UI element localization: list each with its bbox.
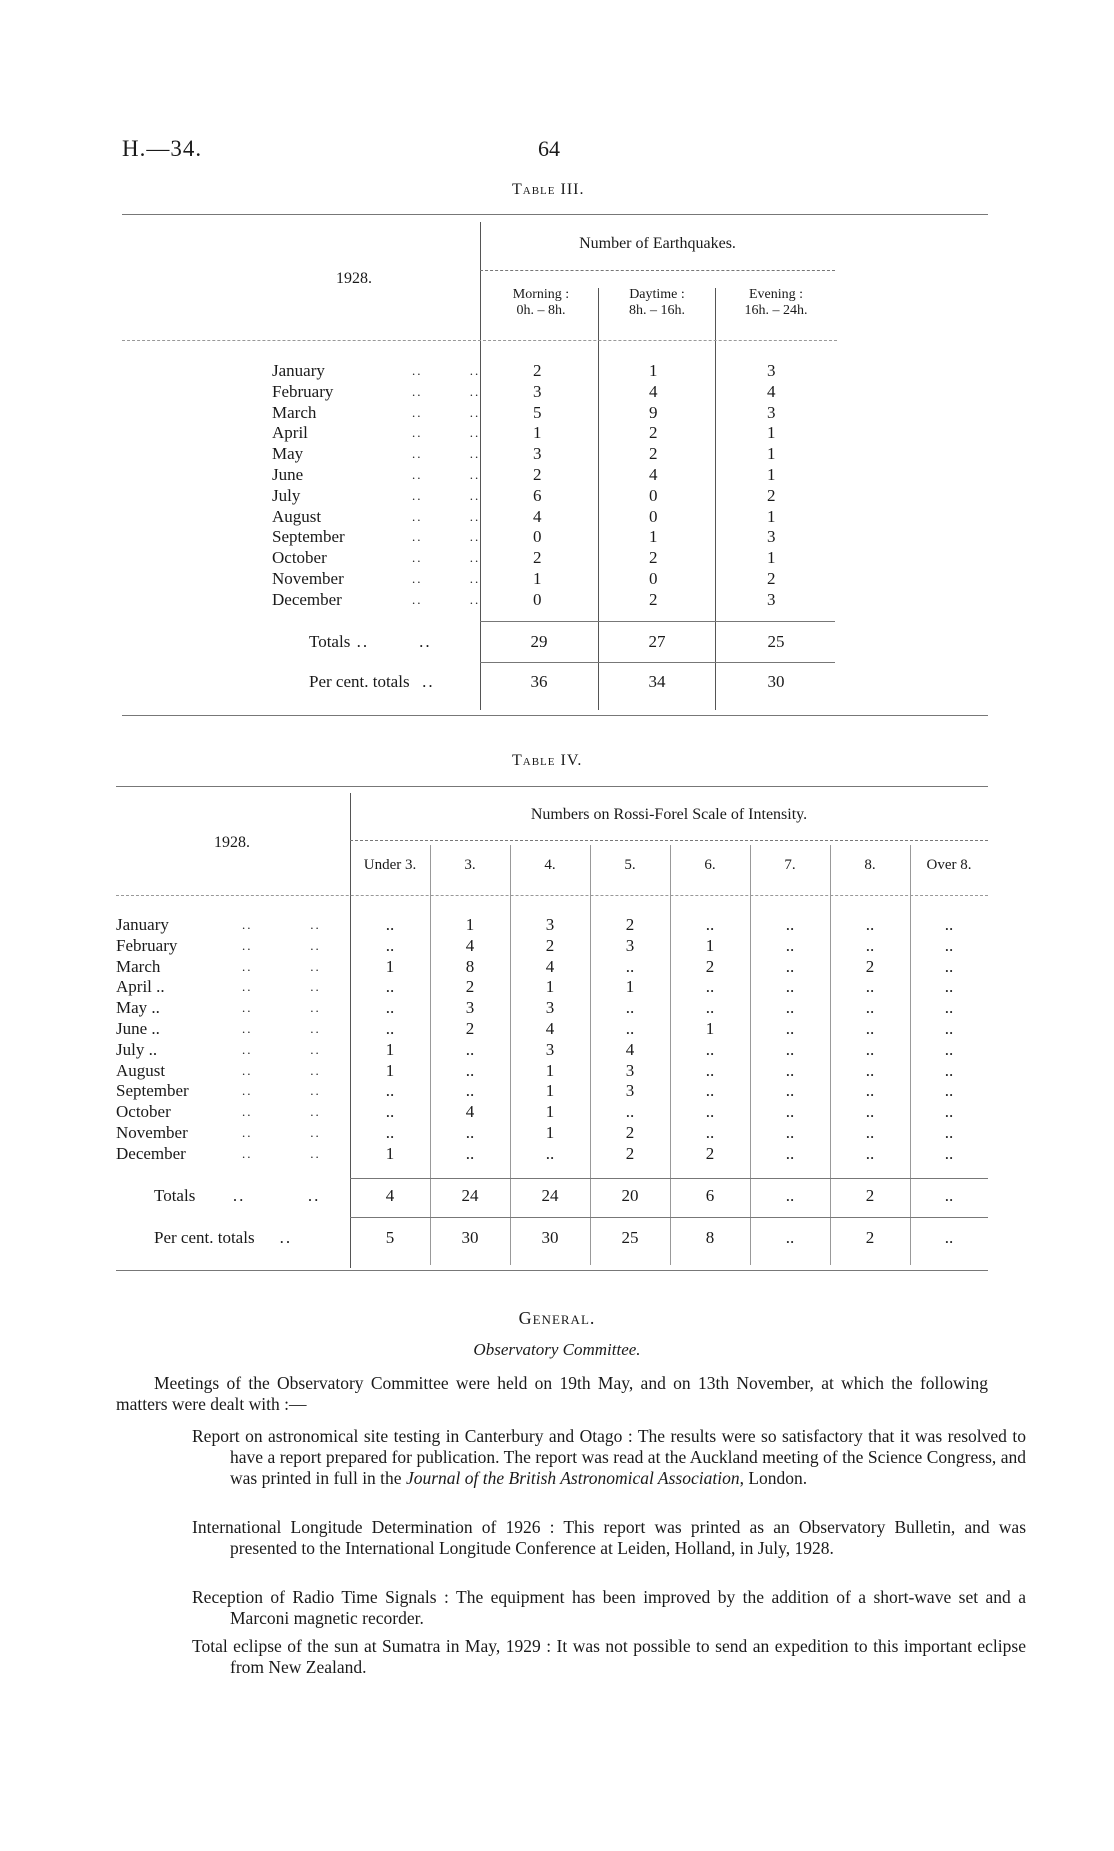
- table3-header-rule: [122, 340, 837, 341]
- table4-cell: ..: [465, 1122, 475, 1142]
- table4-cell: 1: [545, 1060, 555, 1080]
- table3-cell: 5: [533, 402, 542, 422]
- table4-month: October: [116, 1102, 171, 1122]
- table4-cell: ..: [785, 935, 795, 955]
- table4-cell: 1: [385, 1060, 395, 1080]
- report-code: H.—34.: [122, 136, 203, 161]
- table4-cell: 1: [545, 1081, 555, 1101]
- table3-cell: 0: [533, 527, 542, 547]
- table3-col-evening-hours: 16h. – 24h.: [744, 303, 808, 318]
- table4-cell: ..: [944, 1102, 954, 1122]
- table3-totals-rule: [480, 621, 835, 622]
- table3-cell: 3: [533, 444, 542, 464]
- table3-leader-dots: .. ..: [412, 487, 481, 503]
- table4-row: [116, 915, 988, 936]
- table4-cell: ..: [785, 998, 795, 1018]
- table4-leader-dots: .. ..: [242, 1104, 321, 1120]
- table3-row: [272, 548, 830, 569]
- table3-leader-dots: .. ..: [412, 508, 481, 524]
- table4-cell: 2: [465, 1018, 475, 1038]
- table4-cell: ..: [865, 1122, 875, 1142]
- table3-cell: 3: [767, 402, 776, 422]
- table4-cell: ..: [625, 998, 635, 1018]
- table3-cell: 2: [649, 589, 658, 609]
- table3-col-morning: [484, 287, 598, 319]
- table3-row: [272, 361, 830, 382]
- table4-cell: ..: [865, 1102, 875, 1122]
- table4-month: November: [116, 1122, 188, 1142]
- table3-leader-dots: .. ..: [412, 425, 481, 441]
- table4-month: April ..: [116, 977, 165, 997]
- table4-percent-cell: 2: [865, 1228, 875, 1247]
- table3-row: [272, 423, 830, 444]
- table4-leader-dots: .. ..: [242, 1083, 321, 1099]
- table4-cell: ..: [385, 977, 395, 997]
- table4-month: May ..: [116, 998, 160, 1018]
- table4-cell: 4: [625, 1039, 635, 1059]
- table4-cell: ..: [785, 1081, 795, 1101]
- table4-cell: ..: [705, 1060, 715, 1080]
- table4-percent-cell: 25: [621, 1228, 639, 1247]
- table3-leader-dots: .. ..: [412, 550, 481, 566]
- table4-cell: 1: [385, 1039, 395, 1059]
- table3-col-daytime-hours: 8h. – 16h.: [629, 303, 685, 318]
- table4-cell: ..: [865, 1081, 875, 1101]
- table4-row: [116, 977, 988, 998]
- table4-cell: 3: [545, 998, 555, 1018]
- table3-cell: 4: [649, 464, 658, 484]
- table3-leader-dots: .. ..: [412, 404, 481, 420]
- table4-totals-cell: 2: [865, 1186, 875, 1205]
- table4-totals-cell: 24: [541, 1186, 559, 1205]
- table4-cell: 4: [465, 935, 475, 955]
- table3-row: [272, 569, 830, 590]
- table4-cell: ..: [944, 1081, 954, 1101]
- table4-col-header: 5.: [624, 857, 636, 873]
- table3-col-morning-hours: 0h. – 8h.: [516, 303, 566, 318]
- table4-col-header: Over 8.: [926, 857, 972, 873]
- table3-month: March: [272, 402, 317, 422]
- table3-total-daytime: 27: [648, 632, 666, 651]
- table4-cell: ..: [785, 1039, 795, 1059]
- table3-cell: 2: [649, 444, 658, 464]
- table4-row: [116, 1081, 988, 1102]
- table4-row: [116, 1019, 988, 1040]
- table3-cell: 0: [649, 485, 658, 505]
- table4-cell: 3: [625, 1081, 635, 1101]
- table4-cell: ..: [385, 1018, 395, 1038]
- table3-cell: 1: [533, 423, 542, 443]
- table4-cell: 1: [465, 915, 475, 934]
- table3-month: April: [272, 423, 308, 443]
- table3-cell: 9: [649, 402, 658, 422]
- table3-row: [272, 403, 830, 424]
- table4-cell: ..: [785, 915, 795, 934]
- table4-col-header: 8.: [864, 857, 876, 873]
- table4-year-label: 1928.: [214, 834, 250, 851]
- general-section-title: General.: [518, 1308, 596, 1328]
- table4-month: December: [116, 1143, 186, 1163]
- table4-leader-dots: .. ..: [242, 1124, 321, 1140]
- table4-cell: ..: [944, 956, 954, 976]
- item-eclipse: Total eclipse of the sun at Sumatra in May, 1929 : It was not possible to send an expedition to this important eclipse from New Zealand.: [192, 1636, 1026, 1677]
- table3-cell: 0: [533, 589, 542, 609]
- table3-leader-dots: .. ..: [412, 466, 481, 482]
- table3-month: August: [272, 506, 322, 526]
- table4-leader-dots: .. ..: [242, 1041, 321, 1057]
- table4-cell: ..: [785, 1122, 795, 1142]
- table4-cell: 2: [625, 915, 635, 934]
- table3-month: September: [272, 527, 345, 547]
- table3-month: February: [272, 381, 334, 401]
- table4-totals-rule: [350, 1178, 988, 1179]
- table4-cell: ..: [865, 915, 875, 934]
- table4-cell: ..: [625, 1018, 635, 1038]
- table4-cell: 1: [385, 956, 395, 976]
- table4-cell: ..: [705, 1039, 715, 1059]
- table4-leader-dots: .. ..: [242, 1145, 321, 1161]
- table4-row: [116, 998, 988, 1019]
- table4-group-header: Numbers on Rossi-Forel Scale of Intensity.: [530, 806, 808, 823]
- table3-month: July: [272, 485, 301, 505]
- table4-cell: 2: [865, 956, 875, 976]
- table4-cell: ..: [385, 998, 395, 1018]
- table3-cell: 2: [649, 548, 658, 568]
- table4-row: [116, 1102, 988, 1123]
- table4-month: June ..: [116, 1018, 160, 1038]
- table3-row: [272, 465, 830, 486]
- item-site-testing-tail: , London.: [739, 1468, 808, 1488]
- table3-col-evening-label: Evening :: [748, 287, 804, 302]
- table4-cell: ..: [865, 1060, 875, 1080]
- table4-month: July ..: [116, 1039, 158, 1059]
- table4-percent-cell: ..: [944, 1228, 954, 1247]
- table4-cell: ..: [705, 915, 715, 934]
- table3-total-morning: 29: [530, 632, 548, 651]
- table4-row: [116, 1040, 988, 1061]
- table4-cell: ..: [944, 977, 954, 997]
- table4-cell: 3: [625, 1060, 635, 1080]
- table4-totals-cell: 24: [461, 1186, 479, 1205]
- table4-cell: ..: [944, 1018, 954, 1038]
- table4-cell: ..: [865, 998, 875, 1018]
- table3-month: May: [272, 444, 304, 464]
- table4-cell: ..: [865, 1143, 875, 1163]
- table3-cell: 1: [767, 444, 776, 464]
- table4-cell: ..: [785, 956, 795, 976]
- table4-percent-label: Per cent. totals: [154, 1228, 255, 1247]
- table4-col-header: 4.: [544, 857, 556, 873]
- table3-cell: 2: [767, 485, 776, 505]
- table4-cell: ..: [944, 998, 954, 1018]
- table3-leader-dots: .. ..: [412, 446, 481, 462]
- table3-leader-dots: .. ..: [412, 591, 481, 607]
- table3-cell: 2: [533, 464, 542, 484]
- table3-top-rule: [122, 214, 988, 215]
- table3-row: [272, 590, 830, 611]
- table4-cell: 1: [545, 1122, 555, 1142]
- table3-totals-label: Totals: [309, 632, 351, 651]
- table3-cell: 2: [533, 548, 542, 568]
- table3-cell: 6: [533, 485, 542, 505]
- table4-percent-rule: [350, 1217, 988, 1218]
- table3-caption: Table III.: [512, 181, 585, 198]
- table4-cell: ..: [385, 1081, 395, 1101]
- table4-cell: 4: [465, 1102, 475, 1122]
- table3-totals-row: Totals .. ..: [309, 632, 432, 651]
- item-site-testing-text: Report on astronomical site testing in Canterbury and Otago : The results were so satisfactory that it was resolved to have a report prepared for publication. The report was read at the Auckland meeting of the Science Congress, and was printed in full in the: [192, 1426, 1026, 1488]
- table3-month: January: [272, 361, 325, 380]
- table3-year-label: 1928.: [336, 270, 372, 287]
- table4-percent-cell: 8: [705, 1228, 715, 1247]
- table4-cell: 3: [545, 915, 555, 934]
- table4-cell: ..: [625, 1102, 635, 1122]
- item-site-testing-journal: Journal of the British Astronomical Association: [405, 1468, 740, 1488]
- table4-totals-label: Totals: [154, 1186, 196, 1205]
- table4-group-rule: [350, 840, 988, 841]
- table4-cell: ..: [785, 977, 795, 997]
- table4-totals-cell: 4: [385, 1186, 395, 1205]
- general-section-subtitle: Observatory Committee.: [473, 1340, 641, 1359]
- table3-leader-dots: .. ..: [412, 570, 481, 586]
- table4-leader-dots: .. ..: [242, 917, 321, 932]
- table4-col-header: Under 3.: [363, 857, 417, 873]
- table4-cell: ..: [865, 1018, 875, 1038]
- table3-cell: 3: [767, 361, 776, 380]
- table4-percent-row: Per cent. totals ..: [154, 1228, 293, 1247]
- table4-totals-row: Totals .. ..: [154, 1186, 321, 1205]
- table4-month: September: [116, 1081, 189, 1101]
- table3-percent-daytime: 34: [648, 672, 666, 691]
- table3-row: [272, 486, 830, 507]
- item-radio-signals: Reception of Radio Time Signals : The equipment has been improved by the addition of a short-wave set and a Marconi magnetic recorder.: [192, 1587, 1026, 1628]
- table4-cell: ..: [465, 1039, 475, 1059]
- table4-cell: 2: [625, 1122, 635, 1142]
- table4-cell: 3: [465, 998, 475, 1018]
- table3-cell: 3: [767, 527, 776, 547]
- table3-row: [272, 444, 830, 465]
- table4-cell: ..: [785, 1102, 795, 1122]
- table3-cell: 3: [533, 381, 542, 401]
- table3-row: [272, 382, 830, 403]
- table4-totals-cell: ..: [944, 1186, 954, 1205]
- table4-cell: ..: [385, 935, 395, 955]
- table4-cell: ..: [385, 1102, 395, 1122]
- table4-percent-cell: ..: [785, 1228, 795, 1247]
- table3-cell: 1: [767, 548, 776, 568]
- table3-total-evening: 25: [767, 632, 785, 651]
- table4-cell: ..: [944, 1122, 954, 1142]
- table3-month: November: [272, 568, 344, 588]
- table4-cell: ..: [625, 956, 635, 976]
- table4-cell: ..: [865, 1039, 875, 1059]
- table4-cell: 8: [465, 956, 475, 976]
- table4-top-rule: [116, 786, 988, 787]
- table3-row: [272, 527, 830, 548]
- table4-header-rule: [116, 895, 988, 896]
- table4-row: [116, 1144, 988, 1165]
- table3-cell: 0: [649, 506, 658, 526]
- table4-body: [116, 915, 988, 1165]
- table3-col-morning-label: Morning :: [512, 287, 570, 302]
- table4-cell: ..: [785, 1018, 795, 1038]
- table4-percent-cell: 30: [541, 1228, 559, 1247]
- table4-cell: ..: [465, 1081, 475, 1101]
- table3-cell: 4: [649, 381, 658, 401]
- table3-col-evening: [717, 287, 835, 319]
- table4-cell: ..: [705, 977, 715, 997]
- table4-cell: 2: [705, 956, 715, 976]
- table3-cell: 4: [533, 506, 542, 526]
- table4-cell: ..: [944, 1060, 954, 1080]
- general-intro-paragraph: Meetings of the Observatory Committee were held on 19th May, and on 13th November, at which the following matters were dealt with :—: [116, 1373, 988, 1414]
- table4-cell: 1: [385, 1143, 395, 1163]
- table4-row: [116, 957, 988, 978]
- table3-month: October: [272, 548, 327, 568]
- table3-cell: 1: [767, 423, 776, 443]
- table4-cell: ..: [785, 1060, 795, 1080]
- table4-row: [116, 1061, 988, 1082]
- table4-row: [116, 1123, 988, 1144]
- table4-leader-dots: .. ..: [242, 937, 321, 953]
- table4-cell: ..: [545, 1143, 555, 1163]
- table3-bottom-rule: [122, 715, 988, 716]
- table4-cell: ..: [465, 1143, 475, 1163]
- table4-totals-cell: 20: [621, 1186, 639, 1205]
- table4-month: March: [116, 956, 161, 976]
- table3-col-daytime-label: Daytime :: [629, 287, 685, 302]
- table4-cell: 2: [465, 977, 475, 997]
- table3-percent-evening: 30: [767, 672, 785, 691]
- table3-leader-dots: .. ..: [412, 383, 481, 399]
- table3-cell: 1: [649, 361, 658, 380]
- table4-col-header: 7.: [784, 857, 796, 873]
- table3-percent-row: Per cent. totals ..: [309, 672, 435, 691]
- table4-cell: 2: [625, 1143, 635, 1163]
- table4-cell: 2: [545, 935, 555, 955]
- table3-body: [272, 361, 830, 611]
- item-site-testing: [192, 1426, 1026, 1489]
- table4-cell: ..: [465, 1060, 475, 1080]
- table4-cell: 3: [545, 1039, 555, 1059]
- table4-percent-cell: 30: [461, 1228, 479, 1247]
- table4-cell: ..: [385, 1122, 395, 1142]
- table3-row: [272, 507, 830, 528]
- table4-totals-cell: 6: [705, 1186, 715, 1205]
- table4-leader-dots: .. ..: [242, 958, 321, 974]
- table4-cell: 1: [545, 977, 555, 997]
- table3-cell: 1: [649, 527, 658, 547]
- table4-caption: Table IV.: [512, 752, 583, 769]
- table4-col-header: 3.: [464, 857, 476, 873]
- table4-row: [116, 936, 988, 957]
- table4-cell: 4: [545, 1018, 555, 1038]
- table4-cell: ..: [865, 935, 875, 955]
- table3-cell: 1: [767, 464, 776, 484]
- table4-cell: ..: [944, 1039, 954, 1059]
- table4-cell: 3: [625, 935, 635, 955]
- table3-month: June: [272, 464, 304, 484]
- table4-cell: ..: [705, 1081, 715, 1101]
- table3-col-daytime: [600, 287, 714, 319]
- table3-percent-label: Per cent. totals: [309, 672, 410, 691]
- table3-cell: 2: [767, 568, 776, 588]
- table4-cell: ..: [944, 1143, 954, 1163]
- table4-leader-dots: .. ..: [242, 1062, 321, 1078]
- table4-cell: 1: [625, 977, 635, 997]
- table4-col-header: 6.: [704, 857, 716, 873]
- table4-cell: ..: [865, 977, 875, 997]
- table4-bottom-rule: [116, 1270, 988, 1271]
- item-longitude: International Longitude Determination of 1926 : This report was printed as an Observatory Bulletin, and was presented to the International Longitude Conference at Leiden, Holland, in July, 1928.: [192, 1517, 1026, 1558]
- table3-group-header: Number of Earthquakes.: [579, 235, 736, 252]
- table4-cell: ..: [705, 1122, 715, 1142]
- table3-cell: 1: [533, 568, 542, 588]
- table4-cell: ..: [944, 935, 954, 955]
- table4-cell: 1: [705, 1018, 715, 1038]
- table3-leader-dots: .. ..: [412, 529, 481, 545]
- table4-leader-dots: .. ..: [242, 1000, 321, 1016]
- table3-percent-rule: [480, 662, 835, 663]
- table4-month: August: [116, 1060, 166, 1080]
- table3-cell: 1: [767, 506, 776, 526]
- table4-cell: ..: [385, 915, 395, 934]
- table4-cell: ..: [785, 1143, 795, 1163]
- table3-cell: 0: [649, 568, 658, 588]
- table4-cell: ..: [705, 1102, 715, 1122]
- table4-leader-dots: .. ..: [242, 1020, 321, 1036]
- table4-cell: 4: [545, 956, 555, 976]
- table4-month: January: [116, 915, 169, 934]
- table3-cell: 2: [649, 423, 658, 443]
- table3-percent-morning: 36: [530, 672, 548, 691]
- table3-cell: 2: [533, 361, 542, 380]
- table3-month: December: [272, 589, 342, 609]
- table3-cell: 4: [767, 381, 776, 401]
- table4-percent-cell: 5: [385, 1228, 395, 1247]
- table4-cell: 1: [545, 1102, 555, 1122]
- table3-cell: 3: [767, 589, 776, 609]
- table4-cell: 1: [705, 935, 715, 955]
- table4-totals-cell: ..: [785, 1186, 795, 1205]
- table4-cell: ..: [705, 998, 715, 1018]
- table4-cell: ..: [944, 915, 954, 934]
- table4-leader-dots: .. ..: [242, 979, 321, 995]
- table4-cell: 2: [705, 1143, 715, 1163]
- table3-group-rule: [480, 270, 835, 271]
- page-number: 64: [538, 136, 560, 161]
- table3-leader-dots: .. ..: [412, 363, 481, 378]
- table4-month: February: [116, 935, 178, 955]
